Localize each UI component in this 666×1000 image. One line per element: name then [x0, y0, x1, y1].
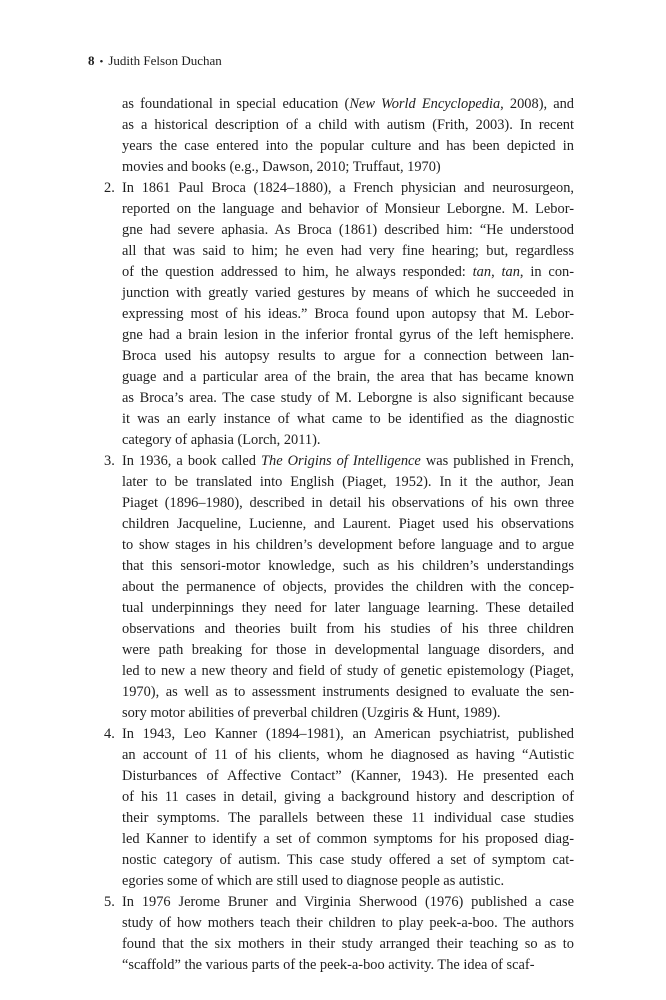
list-item: [90, 724, 574, 892]
text-line: [122, 850, 574, 871]
text-line: [122, 535, 574, 556]
text-run: In 1976 Jerome Bruner and Virginia Sherwood (1976) published a case: [122, 894, 574, 910]
text-run: all that was said to him; he even had very fine hearing; but, regardless: [122, 243, 574, 259]
text-line: [122, 178, 574, 199]
continuation-paragraph: [122, 94, 574, 178]
text-line: [122, 640, 574, 661]
text-line: [122, 577, 574, 598]
list-item-number: 5.: [104, 894, 115, 910]
text-run: sory motor abilities of preverbal children (Uzgiris & Hunt, 1989).: [122, 705, 501, 721]
text-line: [122, 262, 574, 283]
text-run: that this sensori-motor knowledge, such as his children’s understandings: [122, 558, 574, 574]
text-run: junction with greatly varied gestures by means of which he succeeded in: [122, 285, 574, 301]
text-run: , in con-: [519, 264, 574, 280]
list-item-text: [122, 724, 574, 892]
text-line: [122, 451, 574, 472]
header-separator: •: [99, 56, 104, 68]
text-line: [122, 724, 574, 745]
text-line: [122, 829, 574, 850]
text-line: [122, 913, 574, 934]
text-line: [122, 94, 574, 115]
text-line: [122, 199, 574, 220]
italic-text: tan: [501, 264, 520, 280]
text-line: [122, 136, 574, 157]
text-line: [122, 325, 574, 346]
text-line: [122, 745, 574, 766]
text-run: children Jacqueline, Lucienne, and Laurent. Piaget used his observations: [122, 516, 574, 532]
list-item: [90, 178, 574, 451]
italic-text: tan: [472, 264, 492, 280]
list-item: [90, 892, 574, 976]
text-line: [122, 556, 574, 577]
text-run: , 2008), and: [500, 96, 575, 112]
list-item-text: [122, 178, 574, 451]
text-run: movies and books (e.g., Dawson, 2010; Truffaut, 1970): [122, 159, 441, 175]
text-line: [122, 766, 574, 787]
running-head-author: Judith Felson Duchan: [108, 53, 222, 68]
text-run: was published in French,: [420, 453, 574, 469]
text-run: Disturbances of Affective Contact” (Kanner, 1943). He presented each: [122, 768, 574, 784]
text-run: led to new a new theory and field of study of genetic epistemology (Piaget,: [122, 663, 574, 679]
text-run: ,: [491, 264, 502, 280]
text-line: [122, 220, 574, 241]
text-line: [122, 892, 574, 913]
text-line: [122, 808, 574, 829]
text-run: 1970), as well as to assessment instruments designed to evaluate the sen-: [122, 684, 574, 700]
text-run: gne had a brain lesion in the inferior frontal gyrus of the left hemisphere.: [122, 327, 574, 343]
text-line: [122, 430, 574, 451]
italic-text: New World Encyclopedia: [349, 96, 501, 112]
list-item-number: 4.: [104, 726, 115, 742]
text-line: [122, 241, 574, 262]
text-run: an account of 11 of his clients, whom he diagnosed as having “Autistic: [122, 747, 574, 763]
text-run: nostic category of autism. This case study offered a set of symptom cat-: [122, 852, 574, 868]
text-run: of his 11 cases in detail, giving a background history and description of: [122, 789, 574, 805]
text-run: tual underpinnings they need for later language learning. These detailed: [122, 600, 574, 616]
text-line: [122, 115, 574, 136]
text-run: their symptoms. The parallels between these 11 individual case studies: [122, 810, 574, 826]
text-line: [122, 955, 574, 976]
text-run: In 1936, a book called: [122, 453, 262, 469]
page-number: 8: [88, 53, 95, 68]
text-line: [122, 388, 574, 409]
text-line: [122, 409, 574, 430]
text-run: Broca used his autopsy results to argue for a connection between lan-: [122, 348, 574, 364]
text-line: [122, 493, 574, 514]
text-line: [122, 661, 574, 682]
text-run: study of how mothers teach their children to play peek-a-boo. The authors: [122, 915, 574, 931]
text-line: [122, 514, 574, 535]
text-line: [122, 934, 574, 955]
text-run: as foundational in special education (: [122, 96, 350, 112]
numbered-list: [90, 178, 574, 976]
text-run: it was an early instance of what came to be identified as the diagnostic: [122, 411, 574, 427]
text-line: [122, 283, 574, 304]
text-line: [122, 787, 574, 808]
text-run: were path breaking for those in developmental language disorders, and: [122, 642, 574, 658]
text-run: as a historical description of a child with autism (Frith, 2003). In recent: [122, 117, 574, 133]
text-line: [122, 619, 574, 640]
text-run: observations and theories built from his studies of his three children: [122, 621, 574, 637]
text-run: gne had severe aphasia. As Broca (1861) described him: “He understood: [122, 222, 574, 238]
text-run: led Kanner to identify a set of common symptoms for his proposed diag-: [122, 831, 574, 847]
text-run: to show stages in his children’s development before language and to argue: [122, 537, 574, 553]
text-line: [122, 157, 574, 178]
text-run: In 1943, Leo Kanner (1894–1981), an American psychiatrist, published: [122, 726, 574, 742]
text-run: later to be translated into English (Piaget, 1952). In it the author, Jean: [122, 474, 574, 490]
list-item: [90, 451, 574, 724]
text-run: egories some of which are still used to diagnose people as autistic.: [122, 873, 505, 889]
text-run: of the question addressed to him, he always responded:: [122, 264, 473, 280]
text-run: reported on the language and behavior of Monsieur Leborgne. M. Lebor-: [122, 201, 574, 217]
list-item-number: 3.: [104, 453, 115, 469]
text-line: [122, 367, 574, 388]
text-line: [122, 598, 574, 619]
text-run: guage and a particular area of the brain, the area that has became known: [122, 369, 574, 385]
text-run: category of aphasia (Lorch, 2011).: [122, 432, 321, 448]
text-run: found that the six mothers in their study arranged their teaching so as to: [122, 936, 574, 952]
text-run: Piaget (1896–1980), described in detail his observations of his own three: [122, 495, 574, 511]
text-run: In 1861 Paul Broca (1824–1880), a French physician and neurosurgeon,: [122, 180, 574, 196]
page-body: [90, 94, 574, 976]
text-run: about the permanence of objects, provides the children with the concep-: [122, 579, 574, 595]
text-line: [122, 304, 574, 325]
text-run: years the case entered into the popular culture and has been depicted in: [122, 138, 574, 154]
italic-text: The Origins of Intelligence: [261, 453, 421, 469]
text-run: “scaffold” the various parts of the peek-a-boo activity. The idea of scaf-: [122, 957, 535, 973]
list-item-text: [122, 892, 574, 976]
text-line: [122, 346, 574, 367]
text-run: expressing most of his ideas.” Broca found upon autopsy that M. Lebor-: [122, 306, 574, 322]
text-line: [122, 871, 574, 892]
running-head: [88, 51, 222, 72]
text-line: [122, 703, 574, 724]
list-item-text: [122, 451, 574, 724]
text-run: as Broca’s area. The case study of M. Leborgne is also significant because: [122, 390, 574, 406]
text-line: [122, 682, 574, 703]
list-item-number: 2.: [104, 180, 115, 196]
text-line: [122, 472, 574, 493]
